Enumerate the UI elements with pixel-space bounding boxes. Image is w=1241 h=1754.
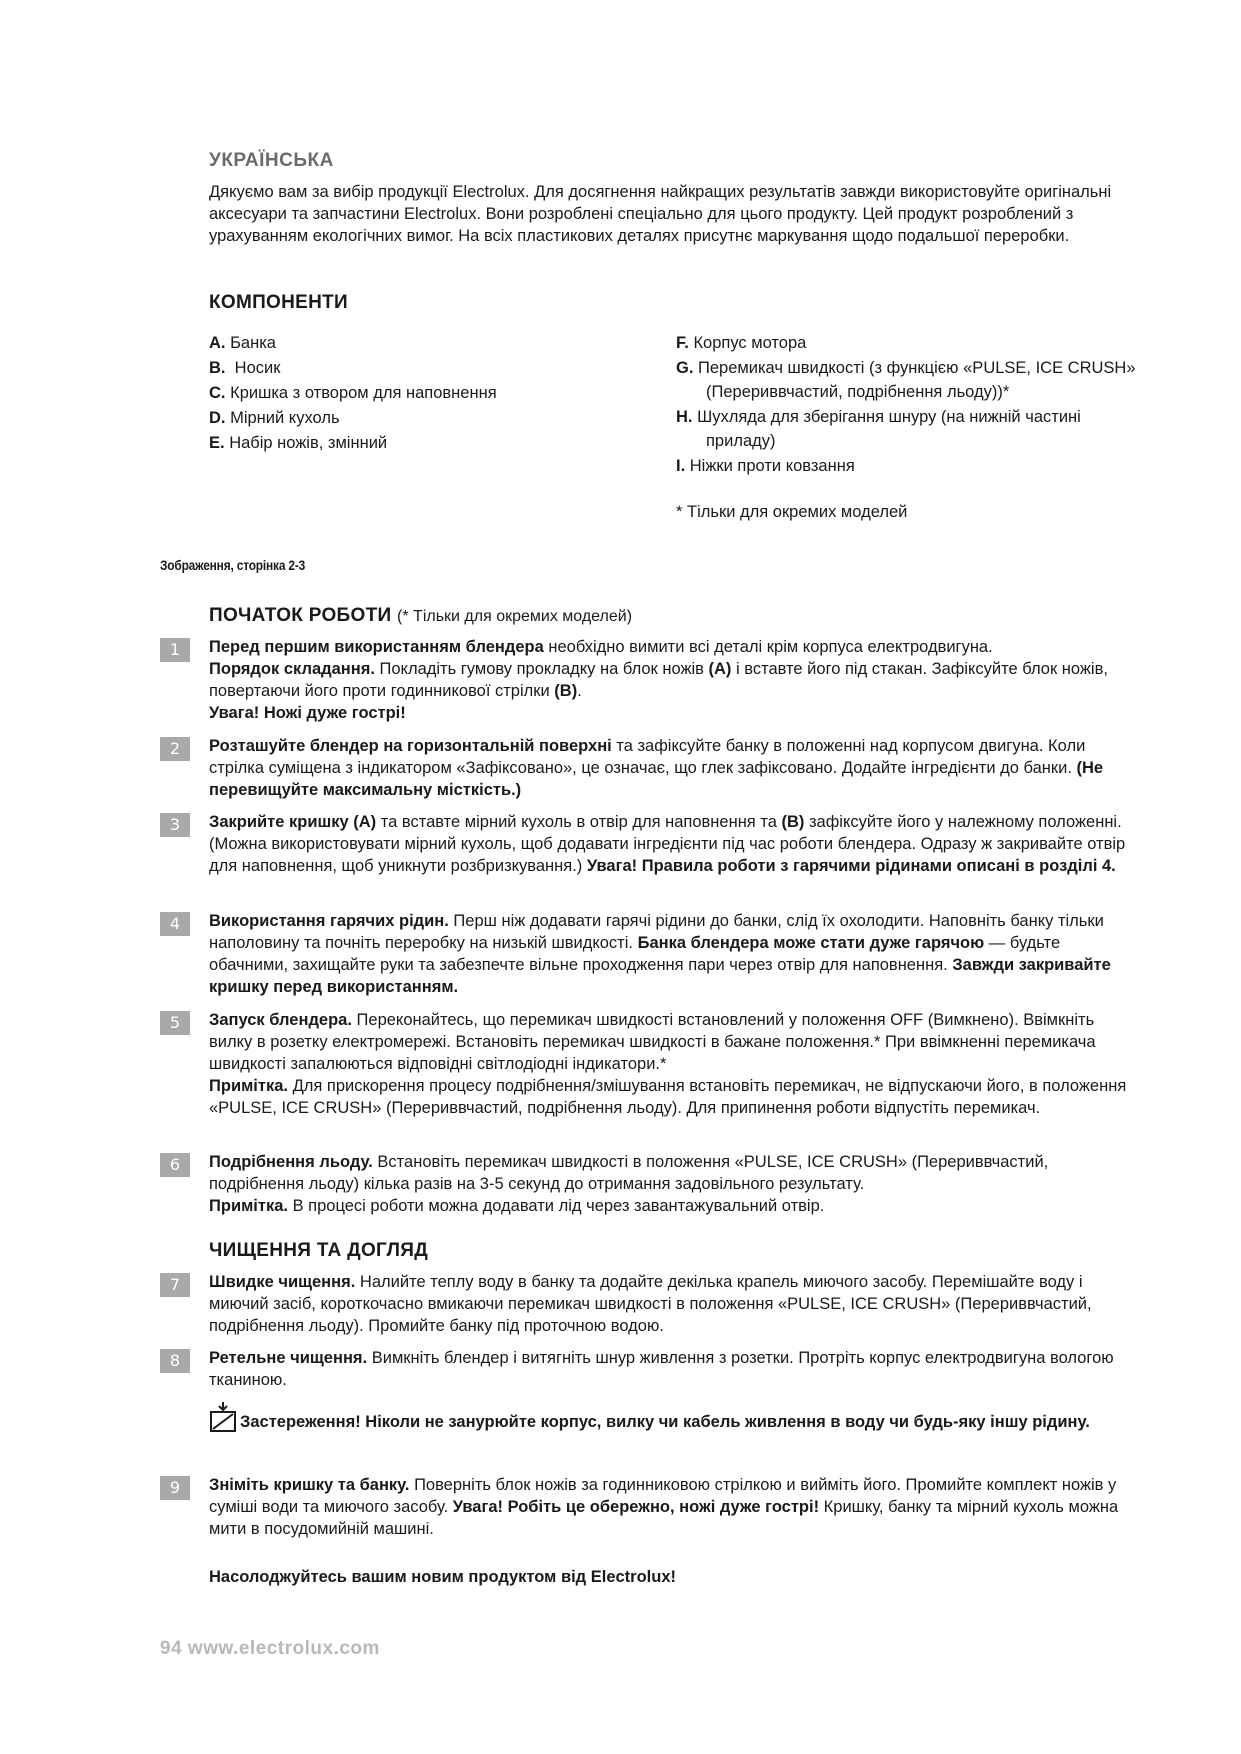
- step-text-run: Налийте теплу воду в банку та додайте декілька крапель миючого засобу. Перемішайте воду і миючий засіб, короткочасно вмикаючи перемикач швидкості в положення «PULSE, ICE CRUSH» (Перериввчастий, подрібнення льоду). Промийте банку під проточною водою.: [209, 1273, 1092, 1335]
- step-text-run: необхідно вимити всі деталі крім корпуса електродвигуна.: [543, 638, 993, 656]
- step-number-badge: 3: [160, 813, 190, 837]
- step-number-badge: 1: [160, 638, 190, 662]
- step-text-run: Ретельне чищення.: [209, 1349, 368, 1367]
- step-text-run: .: [577, 682, 582, 700]
- step-text-run: Перш ніж додавати гарячі рідини до банки, слід їх охолодити. Наповніть банку тільки наполовину та почніть переробку на низькій швидкості.: [209, 912, 1104, 952]
- step-text: [209, 1009, 1139, 1119]
- step-number-badge: 9: [160, 1476, 190, 1500]
- step-text-run: Встановіть перемикач швидкості в положення «PULSE, ICE CRUSH» (Перериввчастий, подрібнення льоду) кілька разів на 3-5 секунд до отримання задовільного результату.: [209, 1153, 1049, 1193]
- step-text-run: Примітка.: [209, 1077, 288, 1095]
- step-text-run: В процесі роботи можна додавати лід через завантажувальний отвір.: [287, 1197, 825, 1215]
- step-text-run: Переконайтесь, що перемикач швидкості встановлений у положення OFF (Вимкнено). Ввімкніть вилку в розетку електромережі. Встановіть перемикач швидкості в бажане положення.* При ввімкненні перемикача швидкості запалюються відповідні світлодіодні індикатори.*: [209, 1011, 1096, 1073]
- step-text-run: (Не перевищуйте максимальну місткість.): [209, 759, 1104, 799]
- step-text-run: Розташуйте блендер на горизонтальній поверхні: [209, 737, 612, 755]
- getting-started-title: ПОЧАТОК РОБОТИ (* Тільки для окремих моделей): [209, 605, 633, 626]
- getting-started-subtitle: (* Тільки для окремих моделей): [397, 608, 633, 625]
- step-number-badge: 6: [160, 1153, 190, 1177]
- step-text: [209, 1271, 1139, 1337]
- step-text-run: (A): [353, 813, 377, 831]
- component-item: F. Корпус мотора: [676, 334, 807, 352]
- step-text-run: Використання гарячих рідин.: [209, 912, 449, 930]
- step-text-run: Подрібнення льоду.: [209, 1153, 373, 1171]
- component-item: H. Шухляда для зберігання шнуру (на нижній частині приладу): [676, 408, 1081, 450]
- component-item: A. Банка: [209, 334, 276, 352]
- step-text-run: Закрийте кришку: [209, 813, 349, 831]
- no-immerse-icon: [209, 1402, 237, 1432]
- step-text-run: Поверніть блок ножів за годинниковою стрілкою и вийміть його. Промийте комплект ножів у суміші води та миючого засобу.: [209, 1476, 1117, 1516]
- step-text-run: Для прискорення процесу подрібнення/змішування встановіть перемикач, не відпускаючи його, в положення «PULSE, ICE CRUSH» (Перериввчастий, подрібнення льоду). Для припинення роботи відпустіть перемикач.: [209, 1077, 1127, 1117]
- step-text-run: і вставте його під стакан. Зафіксуйте блок ножів, повертаючи його проти годинникової стрілки: [209, 660, 1108, 700]
- step-text: [209, 1151, 1139, 1217]
- components-list-left: [209, 331, 649, 456]
- page-footer: 94 www.electrolux.com: [160, 1638, 380, 1659]
- step-text-run: Увага! Ножі дуже гострі!: [209, 704, 406, 722]
- step-text-run: Покладіть гумову прокладку на блок ножів: [374, 660, 709, 678]
- step-text-run: Перед першим використанням блендера: [209, 638, 544, 656]
- step-text-run: Завжди закривайте кришку перед використанням.: [209, 956, 1111, 996]
- step-text: [209, 1474, 1139, 1540]
- step-number-badge: 4: [160, 912, 190, 936]
- language-heading: УКРАЇНСЬКА: [209, 150, 334, 171]
- step-text-run: Вимкніть блендер і витягніть шнур живлення з розетки. Протріть корпус електродвигуна вологою тканиною.: [209, 1349, 1114, 1389]
- component-item: G. Перемикач швидкості (з функцією «PULSE, ICE CRUSH» (Перериввчастий, подрібнення льоду))*: [676, 359, 1136, 401]
- step-text-run: Запуск блендера.: [209, 1011, 352, 1029]
- immersion-warning: Застереження! Ніколи не занурюйте корпус, вилку чи кабель живлення в воду чи будь-яку іншу рідину.: [209, 1402, 1129, 1434]
- step-text-run: та зафіксуйте банку в положенні над корпусом двигуна. Коли стрілка суміщена з індикатором «Зафіксовано», це означає, що глек зафіксовано. Додайте інгредієнти до банки.: [209, 737, 1086, 777]
- step-text-run: Зніміть кришку та банку.: [209, 1476, 410, 1494]
- step-text-run: Порядок складання.: [209, 660, 375, 678]
- step-text: [209, 811, 1139, 877]
- intro-paragraph: Дякуємо вам за вибір продукції Electrolux. Для досягнення найкращих результатів завжди використовуйте оригінальні аксесуари та запчастини Electrolux. Вони розроблені спеціально для цього продукту. Цей продукт розроблений з урахуванням екологічних вимог. На всіх пластикових деталях присутнє маркування щодо подальшої переробки.: [209, 183, 1112, 245]
- component-item: B. Носик: [209, 359, 281, 377]
- step-number-badge: 7: [160, 1273, 190, 1297]
- component-item: E. Набір ножів, змінний: [209, 434, 388, 452]
- models-note: * Тільки для окремих моделей: [676, 503, 908, 521]
- step-number-badge: 2: [160, 737, 190, 761]
- step-text-run: (B): [781, 813, 805, 831]
- figure-reference: Зображення, сторінка 2-3: [160, 557, 306, 573]
- step-text-run: Банка блендера може стати дуже гарячою: [637, 934, 985, 952]
- step-text-run: та вставте мірний кухоль в отвір для наповнення та: [376, 813, 782, 831]
- step-text-run: (B): [554, 682, 578, 700]
- step-text: [209, 735, 1139, 801]
- step-text-run: зафіксуйте його у належному положенні. (Можна використовувати мірний кухоль, щоб додавати інгредієнти під час роботи блендера. Одразу ж закривайте отвір для наповнення, щоб уникнути розбризкування.): [209, 813, 1126, 875]
- component-item: D. Мірний кухоль: [209, 409, 340, 427]
- step-number-badge: 8: [160, 1349, 190, 1373]
- step-text-run: (A): [708, 660, 732, 678]
- components-title: КОМПОНЕНТИ: [209, 292, 349, 313]
- step-text-run: Примітка.: [209, 1197, 288, 1215]
- step-text: [209, 1347, 1139, 1391]
- step-text-run: Увага! Правила роботи з гарячими рідинами описані в розділі 4.: [586, 857, 1116, 875]
- step-number-badge: 5: [160, 1011, 190, 1035]
- step-text: [209, 636, 1139, 724]
- cleaning-title: ЧИЩЕННЯ ТА ДОГЛЯД: [209, 1240, 429, 1261]
- step-text-run: Швидке чищення.: [209, 1273, 356, 1291]
- component-item: I. Ніжки проти ковзання: [676, 457, 855, 475]
- step-text-run: Увага! Робіть це обережно, ножі дуже гострі!: [452, 1498, 820, 1516]
- component-item: C. Кришка з отвором для наповнення: [209, 384, 497, 402]
- closing-message: Насолоджуйтесь вашим новим продуктом від Electrolux!: [209, 1568, 676, 1586]
- step-text: [209, 910, 1139, 998]
- step-text-run: Кришку, банку та мірний кухоль можна мити в посудомийній машині.: [209, 1498, 1119, 1538]
- components-list-right: [676, 331, 1136, 479]
- step-text-run: — будьте обачними, захищайте руки та забезпечте вільне проходження пари через отвір для наповнення.: [209, 934, 1061, 974]
